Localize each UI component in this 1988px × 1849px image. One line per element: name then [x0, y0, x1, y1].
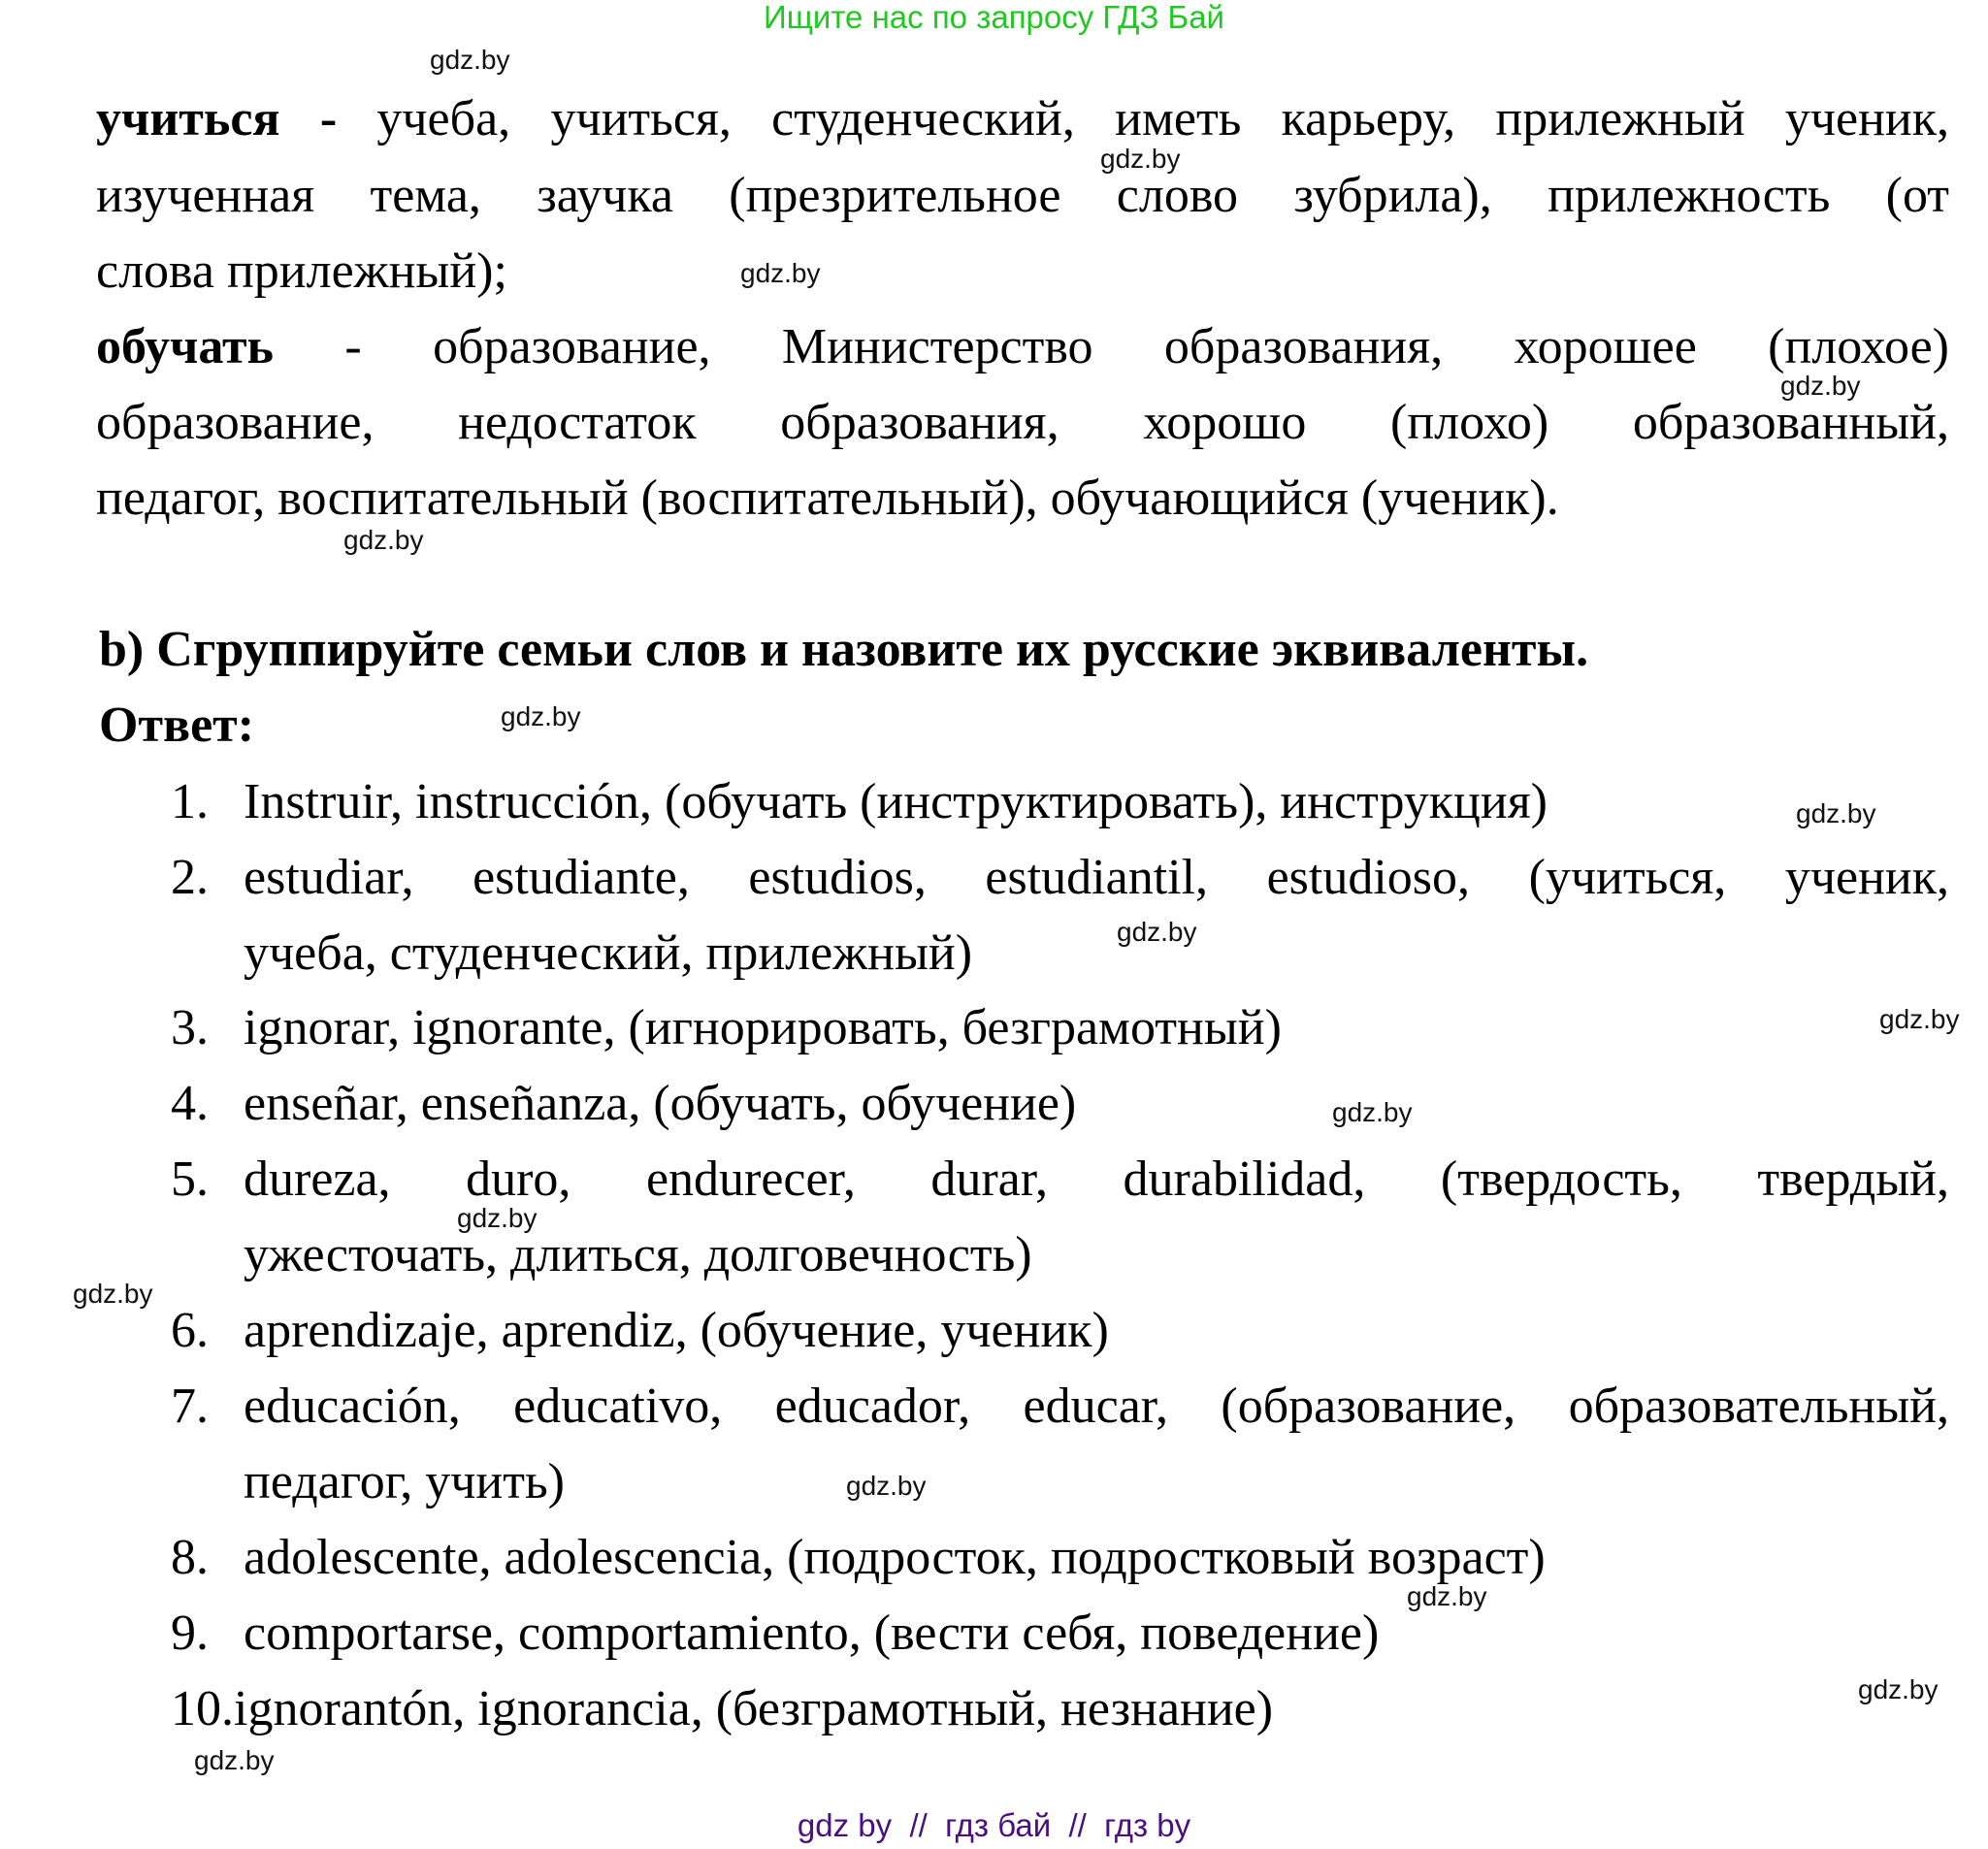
- watermark: gdz.by: [501, 701, 581, 731]
- watermark: gdz.by: [457, 1203, 538, 1233]
- watermark: gdz.by: [1879, 1004, 1960, 1034]
- list-item-number: 4.: [171, 1076, 209, 1131]
- task-heading: b) Сгруппируйте семьи слов и назовите их русские эквиваленты.: [99, 622, 1589, 677]
- watermark: gdz.by: [1796, 798, 1876, 828]
- list-item: [171, 1671, 1273, 1747]
- list-item-number: 7.: [171, 1379, 209, 1434]
- list-item-continuation: ужесточать, длиться, долговечность): [244, 1227, 1032, 1282]
- footer-links: gdz by // гдз бай // гдз by: [797, 1807, 1191, 1843]
- list-item: estudiar, estudiante, estudios, estudiantil, estudioso, (учиться, ученик,: [244, 850, 1949, 905]
- list-item-number: 8.: [171, 1530, 209, 1585]
- list-item-number: 9.: [171, 1606, 209, 1661]
- watermark: gdz.by: [740, 258, 821, 288]
- list-item-text: ignorantón, ignorancia, (безграмотный, незнание): [234, 1681, 1274, 1736]
- watermark: gdz.by: [1332, 1097, 1413, 1127]
- list-item: aprendizaje, aprendiz, (обучение, ученик): [244, 1303, 1109, 1358]
- list-item: adolescente, adolescencia, (подросток, подростковый возраст): [244, 1530, 1546, 1585]
- watermark: gdz.by: [343, 525, 424, 555]
- paragraph-uchitsya-line-3: слова прилежный);: [96, 243, 507, 299]
- paragraph-obuchat-line-3: педагог, воспитательный (воспитательный), обучающийся (ученик).: [96, 470, 1559, 526]
- list-item: educación, educativo, educador, educar, (образование, образовательный,: [244, 1379, 1949, 1434]
- watermark: gdz.by: [430, 45, 510, 75]
- term-uchitsya: учиться: [96, 91, 280, 146]
- list-item-number: 5.: [171, 1152, 209, 1207]
- paragraph-uchitsya-line-2: изученная тема, заучка (презрительное слово зубрила), прилежность (от: [96, 168, 1949, 223]
- watermark: gdz.by: [194, 1745, 275, 1775]
- paragraph-uchitsya-line-1: [96, 81, 1949, 157]
- list-item: enseñar, enseñanza, (обучать, обучение): [244, 1076, 1077, 1131]
- list-item: ignorar, ignorante, (игнорировать, безграмотный): [244, 1000, 1282, 1055]
- list-item-number: 1.: [171, 774, 209, 829]
- list-item-number: 10.: [171, 1681, 234, 1736]
- list-item-continuation: педагог, учить): [244, 1454, 565, 1509]
- term-obuchat: обучать: [96, 319, 275, 374]
- paragraph-obuchat-line-1: обучать - образование, Министерство образования, хорошее (плохое): [96, 319, 1949, 374]
- list-item-number: 3.: [171, 1000, 209, 1055]
- watermark: gdz.by: [1858, 1674, 1939, 1704]
- promo-banner: Ищите нас по запросу ГДЗ Бай: [764, 0, 1224, 35]
- definition-text: образование, Министерство образования, хорошее (плохое): [433, 319, 1949, 374]
- watermark: gdz.by: [1407, 1581, 1487, 1611]
- term-separator: -: [279, 91, 338, 146]
- paragraph-obuchat-line-2: образование, недостаток образования, хорошо (плохо) образованный,: [96, 395, 1949, 450]
- list-item-continuation: учеба, студенческий, прилежный): [244, 925, 973, 981]
- answer-label: Ответ:: [99, 697, 255, 753]
- list-item: comportarse, comportamiento, (вести себя, поведение): [244, 1606, 1380, 1661]
- watermark: gdz.by: [1100, 144, 1181, 174]
- list-item: Instruir, instrucción, (обучать (инструктировать), инструкция): [244, 774, 1548, 829]
- list-item-number: 6.: [171, 1303, 209, 1358]
- watermark: gdz.by: [1117, 917, 1197, 947]
- watermark: gdz.by: [846, 1471, 927, 1501]
- watermark: gdz.by: [73, 1279, 153, 1309]
- watermark: gdz.by: [1780, 371, 1861, 401]
- definition-text: учеба, учиться, студенческий, иметь карьеру, прилежный ученик,: [376, 91, 1949, 146]
- list-item: dureza, duro, endurecer, durar, durabilidad, (твердость, твердый,: [244, 1152, 1949, 1207]
- list-item-number: 2.: [171, 850, 209, 905]
